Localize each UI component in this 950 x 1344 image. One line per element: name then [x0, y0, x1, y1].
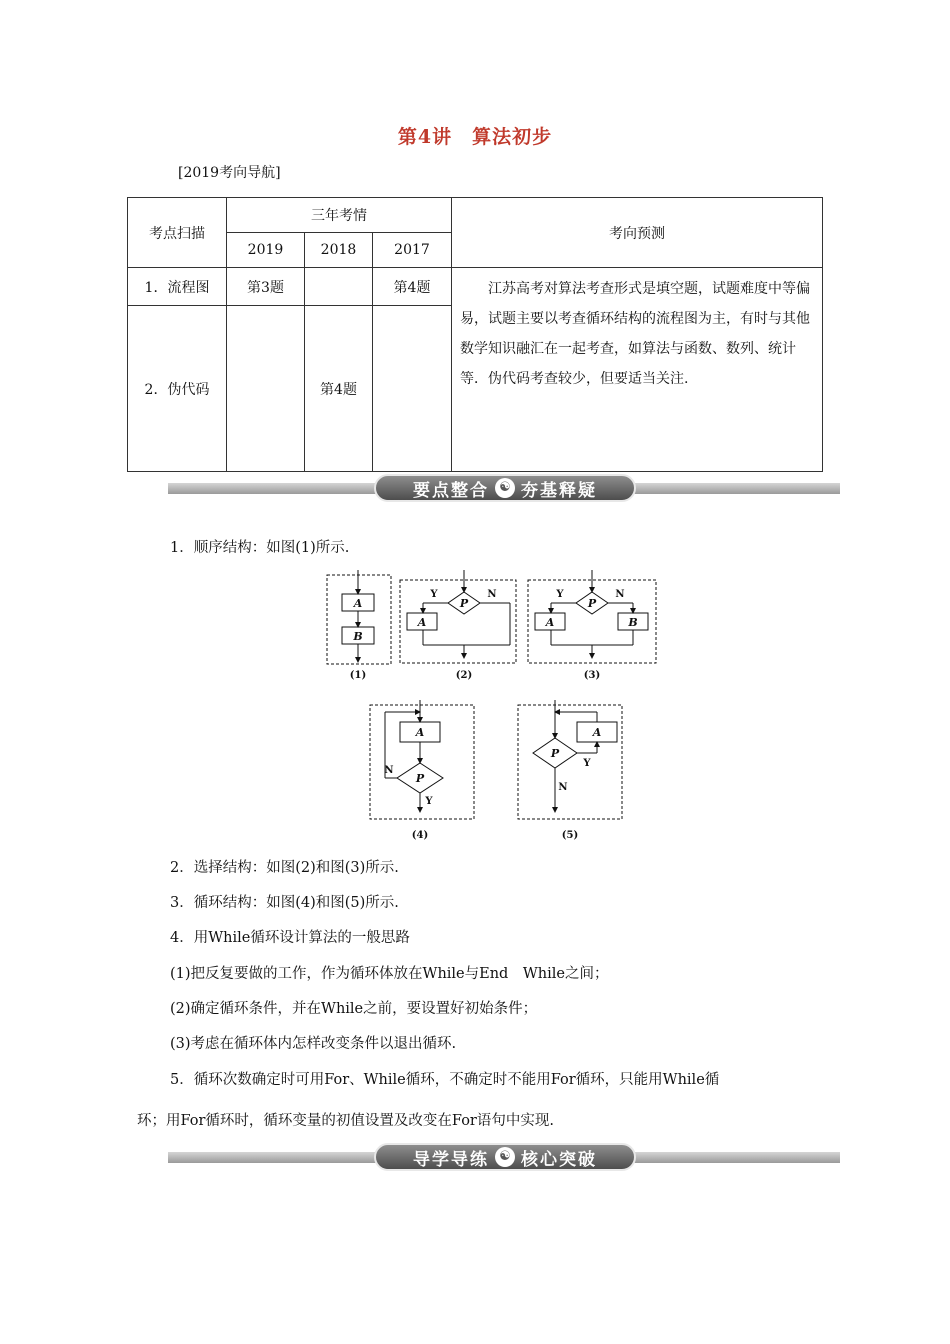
banner2-left: 导学导练	[413, 1149, 489, 1170]
topic-pseudocode: 2．伪代码	[128, 306, 227, 472]
cell-r1-2019: 第3题	[227, 268, 305, 306]
label-2-y: Y	[430, 589, 438, 600]
label-1-a: A	[353, 597, 363, 610]
cell-r2-2017	[373, 306, 452, 472]
label-2-n: N	[487, 589, 497, 600]
label-5-a: A	[592, 726, 602, 739]
forecast-text: 江苏高考对算法考查形式是填空题，试题难度中等偏易，试题主要以考查循环结构的流程图为主，有时与其他数学知识融汇在一起考查，如算法与函数、数列、统计等．伪代码考查较少，但要适当关注.	[452, 268, 823, 472]
year-2018: 2018	[305, 233, 373, 268]
item-4-1: (1)把反复要做的工作，作为循环体放在While与End While之间；	[170, 966, 609, 982]
label-5-y: Y	[583, 758, 591, 769]
label-3-p: P	[587, 597, 597, 610]
label-4-y: Y	[425, 796, 433, 807]
item-4-3: (3)考虑在循环体内怎样改变条件以退出循环.	[170, 1036, 457, 1052]
section-banner-1	[168, 473, 840, 503]
label-1-b: B	[353, 630, 363, 643]
item-5-line-1: 5．循环次数确定时可用For、While循环，不确定时不能用For循环，只能用While循	[170, 1072, 720, 1088]
item-1: 1．顺序结构：如图(1)所示.	[170, 540, 350, 556]
label-5-n: N	[558, 782, 568, 793]
cell-r2-2019	[227, 306, 305, 472]
banner1-right: 夯基释疑	[521, 480, 597, 501]
cell-r1-2018	[305, 268, 373, 306]
diagram1-frame	[327, 575, 391, 664]
year-2019: 2019	[227, 233, 305, 268]
banner2-right: 核心突破	[521, 1149, 597, 1170]
label-3-a: A	[545, 616, 555, 629]
item-3: 3．循环结构：如图(4)和图(5)所示.	[170, 895, 399, 911]
page-title: 第4讲 算法初步	[397, 126, 553, 148]
label-2-a: A	[417, 616, 427, 629]
banner1-left: 要点整合	[413, 480, 489, 501]
label-3-n: N	[615, 589, 625, 600]
banner-swirl-icon: ☯	[495, 478, 515, 498]
section-banner-2	[168, 1142, 840, 1172]
label-2-p: P	[459, 597, 469, 610]
year-2017: 2017	[373, 233, 452, 268]
banner-swirl-icon: ☯	[495, 1147, 515, 1167]
label-5-p: P	[550, 747, 560, 760]
item-2: 2．选择结构：如图(2)和图(3)所示.	[170, 860, 399, 876]
label-4-a: A	[415, 726, 425, 739]
label-4-n: N	[384, 765, 394, 776]
cell-r2-2018: 第4题	[305, 306, 373, 472]
header-scan: 考点扫描	[128, 198, 227, 268]
item-4: 4．用While循环设计算法的一般思路	[170, 930, 410, 946]
header-forecast: 考向预测	[452, 198, 823, 268]
label-3-b: B	[628, 616, 638, 629]
section-subhead: [2019考向导航]	[178, 165, 281, 181]
label-4-p: P	[415, 772, 425, 785]
item-5-line-2: 环；用For循环时，循环变量的初值设置及改变在For语句中实现.	[137, 1113, 554, 1129]
caption-5: (5)	[561, 830, 579, 841]
header-three-years: 三年考情	[227, 198, 452, 233]
caption-3: (3)	[583, 670, 601, 681]
caption-2: (2)	[455, 670, 473, 681]
flowchart-row-1	[320, 570, 665, 685]
cell-r1-2017: 第4题	[373, 268, 452, 306]
exam-table	[127, 197, 823, 472]
label-3-y: Y	[556, 589, 564, 600]
flowchart-row-2	[365, 700, 627, 845]
item-4-2: (2)确定循环条件，并在While之前，要设置好初始条件；	[170, 1001, 538, 1017]
caption-4: (4)	[411, 830, 429, 841]
caption-1: (1)	[349, 670, 367, 681]
topic-flowchart: 1．流程图	[128, 268, 227, 306]
